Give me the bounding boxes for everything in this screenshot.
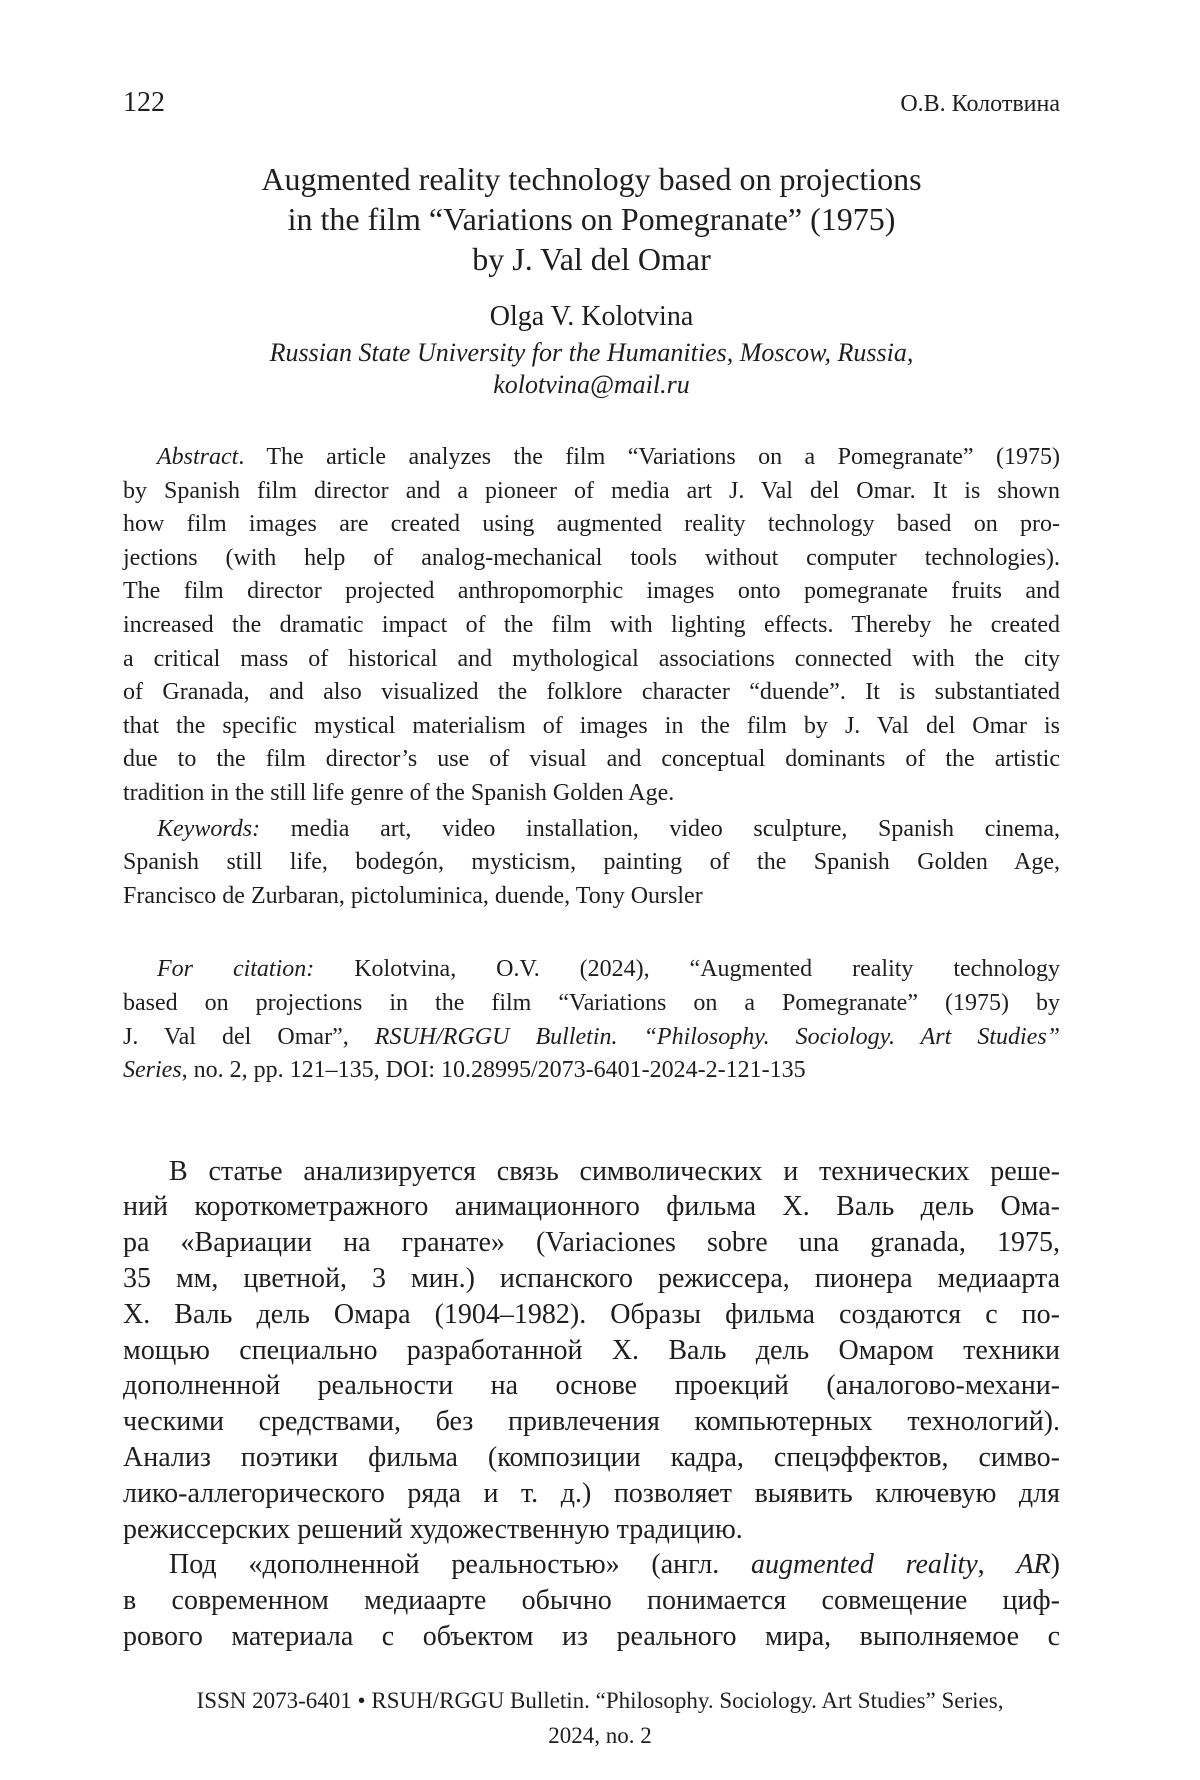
russian-paragraph-1-line-1 bbox=[123, 1154, 1060, 1190]
text-segment: Spanish still life, bodegón, mysticism, painting of the Spanish Golden Age, bbox=[123, 849, 1060, 876]
abstract-paragraph-line-1 bbox=[123, 441, 1060, 475]
text-segment: , bbox=[977, 1549, 1017, 1581]
text-segment: 35 мм, цветной, 3 мин.) испанского режиссера, пионера медиаарта bbox=[123, 1263, 1060, 1295]
journal-footer bbox=[0, 1683, 1200, 1753]
russian-paragraph-1-line-8 bbox=[123, 1404, 1060, 1440]
text-segment: by Spanish film director and a pioneer of media art J. Val del Omar. It is shown bbox=[123, 477, 1060, 504]
text-segment: мощью специально разработанной Х. Валь дель Омаром техники bbox=[123, 1334, 1060, 1366]
text-segment: J. Val del Omar”, bbox=[123, 1023, 375, 1050]
text-segment: Х. Валь дель Омара (1904–1982). Образы фильма создаются с по- bbox=[123, 1298, 1060, 1330]
text-segment: For citation: bbox=[157, 956, 315, 983]
russian-paragraph-2-line-3 bbox=[123, 1619, 1060, 1655]
abstract-paragraph-line-6 bbox=[123, 609, 1060, 643]
russian-paragraph-1-line-11 bbox=[123, 1512, 1060, 1548]
text-segment: в современном медиаарте обычно понимается совмещение циф- bbox=[123, 1585, 1060, 1617]
text-segment: Под «дополненной реальностью» (англ. bbox=[169, 1549, 751, 1581]
text-segment: of Granada, and also visualized the folklore character “duende”. It is substantiated bbox=[123, 679, 1060, 706]
article-title-line-1 bbox=[123, 159, 1060, 199]
abstract-paragraph-line-5 bbox=[123, 575, 1060, 609]
page-number: 122 bbox=[123, 87, 165, 118]
article-title bbox=[123, 159, 1060, 279]
abstract-paragraph-line-2 bbox=[123, 475, 1060, 509]
text-segment: that the specific mystical materialism of images in the film by J. Val del Omar is bbox=[123, 712, 1060, 739]
text-segment: ний короткометражного анимационного фильма Х. Валь дель Ома- bbox=[123, 1191, 1060, 1223]
text-segment: RSUH/RGGU Bulletin. “Philosophy. Sociology. Art Studies” bbox=[374, 1023, 1061, 1050]
text-segment: режиссерских решений художественную традицию. bbox=[123, 1513, 743, 1545]
author-email: kolotvina@mail.ru bbox=[493, 370, 690, 399]
running-head-author: О.В. Колотвина bbox=[900, 91, 1060, 117]
text-segment: дополненной реальности на основе проекций (аналогово-механи- bbox=[123, 1370, 1060, 1402]
page-header bbox=[123, 0, 1060, 121]
text-segment: based on projections in the film “Variations on a Pomegranate” (1975) by bbox=[123, 989, 1060, 1016]
text-segment: Series bbox=[123, 1057, 182, 1084]
text-segment: augmented reality bbox=[750, 1549, 978, 1581]
citation-paragraph-line-1 bbox=[123, 953, 1060, 987]
abstract-paragraph-line-9 bbox=[123, 710, 1060, 744]
russian-paragraph-1-line-10 bbox=[123, 1476, 1060, 1512]
text-segment: a critical mass of historical and mythological associations connected with the city bbox=[123, 645, 1060, 672]
citation-paragraph-line-3 bbox=[123, 1021, 1060, 1055]
russian-paragraph-1-line-2 bbox=[123, 1189, 1060, 1225]
russian-paragraph-2-line-1 bbox=[123, 1547, 1060, 1583]
text-segment: рового материала с объектом из реального мира, выполняемое с bbox=[123, 1621, 1060, 1653]
article-title-line-2 bbox=[123, 199, 1060, 239]
keywords-paragraph-line-1 bbox=[123, 813, 1060, 847]
footer-line-1: ISSN 2073-6401 • RSUH/RGGU Bulletin. “Philosophy. Sociology. Art Studies” Series, bbox=[196, 1688, 1004, 1713]
text-segment: Abstract bbox=[157, 444, 239, 470]
text-segment: Анализ поэтики фильма (композиции кадра, спецэффектов, симво- bbox=[123, 1442, 1060, 1474]
text-segment: AR bbox=[1016, 1549, 1051, 1581]
keywords-paragraph-line-2 bbox=[123, 846, 1060, 880]
text-segment: Augmented reality technology based on projections bbox=[261, 161, 922, 197]
russian-paragraph-1-line-6 bbox=[123, 1333, 1060, 1369]
abstract-paragraph-line-4 bbox=[123, 542, 1060, 576]
abstract-paragraph-line-3 bbox=[123, 508, 1060, 542]
text-segment: jections (with help of analog-mechanical tools without computer technologies). bbox=[123, 544, 1060, 571]
keywords-paragraph-line-3 bbox=[123, 880, 1060, 914]
citation-paragraph-line-4 bbox=[123, 1054, 1060, 1088]
russian-paragraph-2-line-2 bbox=[123, 1583, 1060, 1619]
russian-paragraph-1-line-3 bbox=[123, 1225, 1060, 1261]
text-segment: by J. Val del Omar bbox=[472, 241, 711, 277]
text-segment: ) bbox=[1050, 1549, 1060, 1581]
article-title-line-3 bbox=[123, 239, 1060, 279]
russian-paragraph-1-line-4 bbox=[123, 1261, 1060, 1297]
russian-paragraph-2 bbox=[123, 1547, 1060, 1654]
text-segment: лико-аллегорического ряда и т. д.) позволяет выявить ключевую для bbox=[123, 1477, 1060, 1509]
citation-paragraph bbox=[123, 953, 1060, 1087]
text-segment: increased the dramatic impact of the film with lighting effects. Thereby he created bbox=[123, 611, 1060, 638]
text-segment: В статье анализируется связь символических и технических реше- bbox=[169, 1155, 1060, 1187]
text-segment: how film images are created using augmented reality technology based on pro- bbox=[123, 511, 1060, 538]
author-affiliation: Russian State University for the Humanities, Moscow, Russia, bbox=[269, 338, 914, 367]
text-segment: ра «Вариации на гранате» (Variaciones sobre una granada, 1975, bbox=[123, 1227, 1060, 1259]
text-segment: The film director projected anthropomorphic images onto pomegranate fruits and bbox=[123, 578, 1060, 605]
text-segment: due to the film director’s use of visual and conceptual dominants of the artistic bbox=[123, 746, 1060, 773]
text-segment: Kolotvina, O.V. (2024), “Augmented reality technology bbox=[314, 956, 1060, 983]
text-segment: media art, video installation, video sculpture, Spanish cinema, bbox=[260, 815, 1060, 842]
abstract-paragraph bbox=[123, 441, 1060, 811]
text-segment: in the film “Variations on Pomegranate” (1975) bbox=[287, 201, 896, 237]
text-segment: tradition in the still life genre of the Spanish Golden Age. bbox=[123, 779, 675, 806]
abstract-paragraph-line-7 bbox=[123, 643, 1060, 677]
text-segment: Keywords: bbox=[157, 815, 261, 842]
text-block bbox=[123, 0, 1060, 1655]
text-segment: ческими средствами, без привлечения компьютерных технологий). bbox=[123, 1406, 1060, 1438]
text-segment: Francisco de Zurbaran, pictoluminica, duende, Tony Oursler bbox=[123, 882, 703, 909]
author-name: Olga V. Kolotvina bbox=[489, 301, 694, 332]
russian-paragraph-1 bbox=[123, 1154, 1060, 1548]
text-segment: . The article analyzes the film “Variations on a Pomegranate” (1975) bbox=[238, 444, 1060, 470]
keywords-paragraph bbox=[123, 813, 1060, 914]
citation-paragraph-line-2 bbox=[123, 987, 1060, 1021]
russian-paragraph-1-line-5 bbox=[123, 1297, 1060, 1333]
text-segment: , no. 2, pp. 121–135, DOI: 10.28995/2073-6401-2024-2-121-135 bbox=[181, 1057, 806, 1084]
footer-line-2: 2024, no. 2 bbox=[548, 1723, 652, 1748]
russian-paragraph-1-line-7 bbox=[123, 1368, 1060, 1404]
abstract-paragraph-line-10 bbox=[123, 743, 1060, 777]
abstract-paragraph-line-8 bbox=[123, 676, 1060, 710]
russian-paragraph-1-line-9 bbox=[123, 1440, 1060, 1476]
abstract-paragraph-line-11 bbox=[123, 777, 1060, 811]
